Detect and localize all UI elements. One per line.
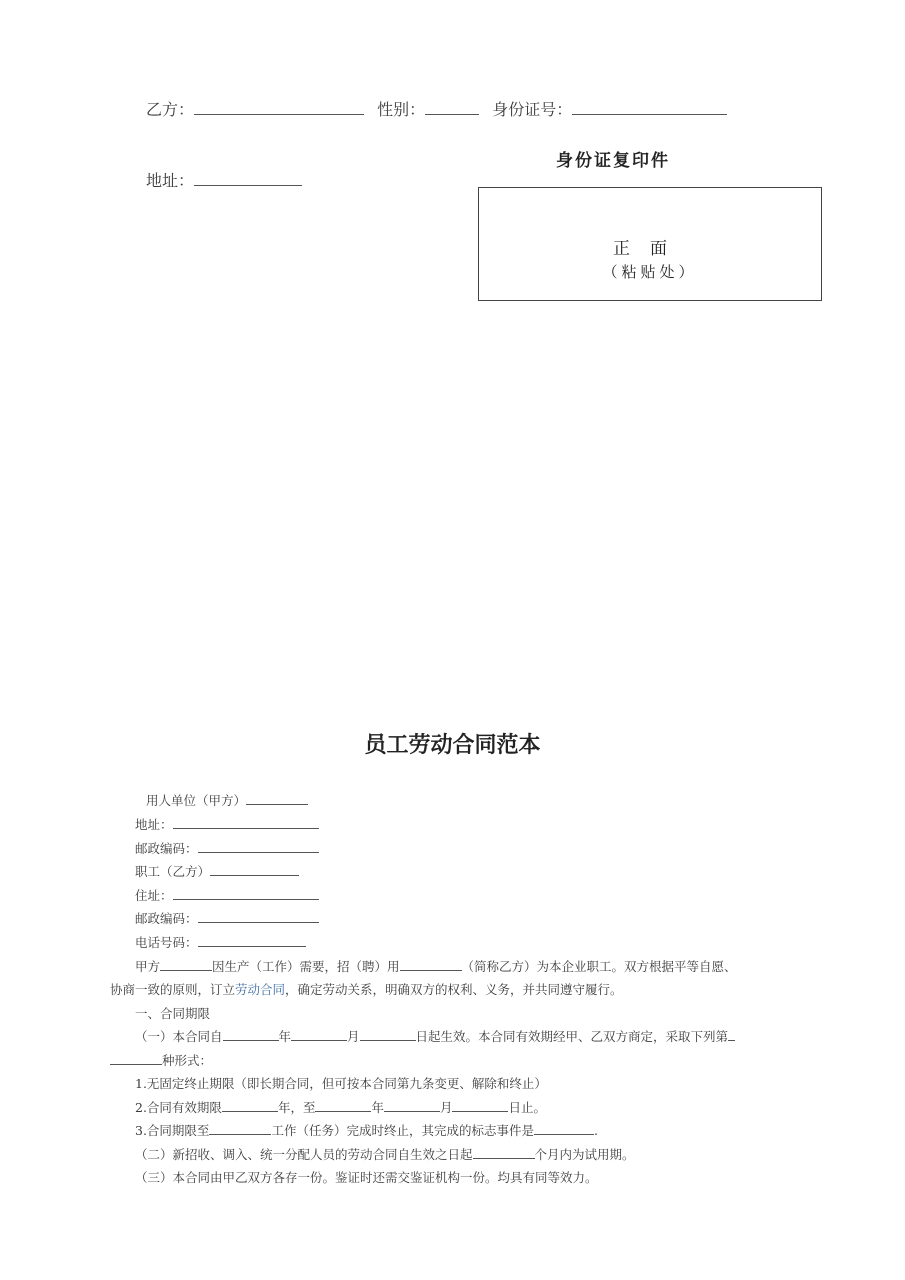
- party-a-blank[interactable]: [160, 959, 212, 971]
- employee-blank[interactable]: [210, 864, 299, 876]
- employee-residence-line: [135, 886, 319, 904]
- contract-title: 员工劳动合同范本: [364, 733, 541, 758]
- option-text: 年，至: [277, 1100, 316, 1115]
- clause-text: 日起生效。本合同有效期经甲、乙双方商定，采取下列第: [415, 1029, 729, 1044]
- clause-text: 月: [347, 1029, 360, 1044]
- clause-text: 年: [278, 1029, 292, 1044]
- option-text: 2.合同有效期限: [135, 1100, 222, 1115]
- task-blank[interactable]: [209, 1123, 271, 1135]
- clause-text: 种形式：: [162, 1053, 213, 1068]
- intro-text: ，确定劳动关系，明确双方的权利、义务，并共同遵守履行。: [285, 982, 623, 997]
- employer-postcode-line: [135, 839, 319, 857]
- gender-label: 性别：: [377, 100, 426, 119]
- form-option-1: 1.无固定终止期限（即长期合同，但可按本合同第九条变更、解除和终止）: [135, 1076, 547, 1091]
- id-number-blank[interactable]: [572, 100, 727, 115]
- form-option-2: [135, 1098, 546, 1116]
- option-text: .: [593, 1123, 598, 1138]
- employee-residence-label: 住址：: [135, 888, 173, 903]
- party-b-line: [146, 97, 727, 120]
- intro-text: （简称乙方）为本企业职工。双方根据平等自愿、: [461, 959, 737, 974]
- employer-address-label: 地址：: [135, 817, 173, 832]
- section-1-heading: 一、合同期限: [135, 1006, 211, 1021]
- option-text: 年: [371, 1100, 384, 1115]
- id-copy-heading: 身份证复印件: [556, 151, 670, 171]
- employee-postcode-line: [135, 909, 319, 927]
- form-option-3: [135, 1121, 598, 1139]
- intro-text: 协商一致的原则，订立: [110, 982, 236, 997]
- party-b-address-line: [146, 168, 302, 191]
- employer-label: 用人单位（甲方）: [146, 793, 247, 808]
- employer-postcode-label: 邮政编码：: [135, 841, 198, 856]
- gender-blank[interactable]: [425, 100, 479, 115]
- clause-1-2: [135, 1145, 635, 1163]
- party-b-address-blank[interactable]: [194, 171, 302, 186]
- employee-residence-blank[interactable]: [173, 888, 319, 900]
- intro-text: 因生产（工作）需要，招（聘）用: [212, 959, 400, 974]
- employer-address-blank[interactable]: [173, 817, 319, 829]
- end-month-blank[interactable]: [384, 1100, 440, 1112]
- option-text: 月: [439, 1100, 453, 1115]
- id-copy-paste-label: （粘贴处）: [602, 263, 698, 281]
- end-year-blank[interactable]: [315, 1100, 371, 1112]
- clause-text: 个月内为试用期。: [534, 1147, 635, 1162]
- start-month-blank[interactable]: [291, 1029, 347, 1041]
- probation-months-blank[interactable]: [473, 1147, 535, 1159]
- employee-phone-blank[interactable]: [198, 935, 306, 947]
- end-day-blank[interactable]: [452, 1100, 508, 1112]
- party-b-label: 乙方：: [146, 100, 195, 119]
- party-b-blank[interactable]: [400, 959, 462, 971]
- form-choice-blank-cont[interactable]: [110, 1053, 162, 1065]
- id-copy-face-label: 正面: [613, 239, 687, 259]
- option-text: 3.合同期限至: [135, 1123, 210, 1138]
- option-text: 日止。: [508, 1100, 546, 1115]
- employer-address-line: [135, 815, 319, 833]
- option-text: 工作（任务）完成时终止，其完成的标志事件是: [271, 1123, 534, 1138]
- clause-text: （二）新招收、调入、统一分配人员的劳动合同自生效之日起: [135, 1147, 473, 1162]
- employee-postcode-blank[interactable]: [198, 911, 319, 923]
- labor-contract-link[interactable]: 劳动合同: [235, 982, 286, 997]
- completion-event-blank[interactable]: [534, 1123, 594, 1135]
- intro-text: 甲方: [135, 959, 161, 974]
- employee-postcode-label: 邮政编码：: [135, 911, 198, 926]
- start-day-blank[interactable]: [360, 1029, 416, 1041]
- employee-phone-label: 电话号码：: [135, 935, 198, 950]
- employer-postcode-blank[interactable]: [198, 841, 319, 853]
- id-number-label: 身份证号：: [492, 100, 573, 119]
- clause-1-3: （三）本合同由甲乙双方各存一份。鉴证时还需交鉴证机构一份。均具有同等效力。: [135, 1170, 598, 1185]
- start-year-blank[interactable]: [223, 1029, 279, 1041]
- form-choice-blank[interactable]: [728, 1029, 735, 1041]
- party-b-name-blank[interactable]: [194, 100, 364, 115]
- intro-paragraph-line-2: [110, 980, 623, 998]
- employer-blank[interactable]: [246, 793, 308, 805]
- intro-paragraph-line-1: [135, 957, 737, 975]
- clause-1-1-line-1: [135, 1027, 735, 1045]
- clause-1-1-line-2: [110, 1051, 212, 1069]
- party-b-address-label: 地址：: [146, 171, 195, 190]
- clause-text: （一）本合同自: [135, 1029, 223, 1044]
- employee-phone-line: [135, 933, 306, 951]
- id-copy-paste-box: [478, 187, 822, 301]
- term-years-blank[interactable]: [222, 1100, 278, 1112]
- employee-line: [135, 862, 299, 880]
- employee-label: 职工（乙方）: [135, 864, 211, 879]
- employer-line: [146, 791, 308, 809]
